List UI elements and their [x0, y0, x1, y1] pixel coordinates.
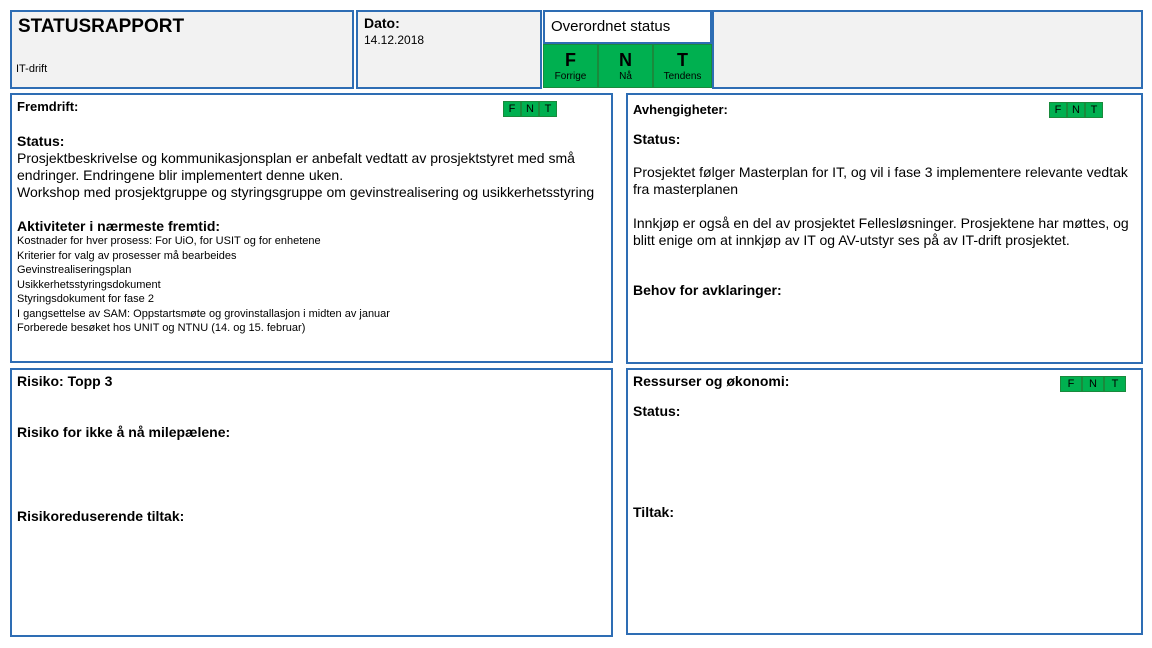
project-name: IT-drift	[16, 63, 48, 75]
date-panel	[356, 10, 542, 89]
risk-panel	[10, 368, 613, 637]
activity-item: Kriterier for valg av prosesser må bearbeides	[17, 249, 237, 262]
overall-status-header	[543, 10, 712, 44]
dependencies-paragraph: Prosjektet følger Masterplan for IT, og vil i fase 3 implementere relevante vedtak fra masterplanen	[633, 164, 1128, 197]
report-title: STATUSRAPPORT	[18, 16, 185, 37]
risk-measures-label: Risikoreduserende tiltak:	[17, 508, 185, 524]
activity-item: Gevinstrealiseringsplan	[17, 264, 132, 276]
status-tile-letter: T	[677, 50, 688, 70]
status-tile-previous	[543, 44, 598, 88]
risk-title: Risiko: Topp 3	[17, 373, 113, 389]
resources-panel	[626, 368, 1143, 635]
dependencies-status-badges	[1049, 102, 1103, 118]
activity-item: Usikkerhetsstyringsdokument	[17, 278, 161, 291]
badge-now: N	[1082, 376, 1104, 392]
badge-trend: T	[539, 101, 557, 117]
status-tile-letter: F	[565, 50, 576, 70]
progress-status-line: Workshop med prosjektgruppe og styringsgruppe om gevinstrealisering og usikkerhetsstyring	[17, 184, 595, 200]
activity-item: Forberede besøket hos UNIT og NTNU (14. og 15. februar)	[17, 322, 306, 334]
badge-now: N	[1067, 102, 1085, 118]
resources-status-label: Status:	[633, 403, 681, 419]
activities-label: Aktiviteter i nærmeste fremtid:	[17, 218, 221, 234]
status-tile-sub: Nå	[619, 71, 632, 82]
status-tile-now	[598, 44, 653, 88]
clarifications-label: Behov for avklaringer:	[633, 282, 782, 298]
badge-previous: F	[1049, 102, 1067, 118]
dependencies-title: Avhengigheter:	[633, 102, 728, 117]
progress-status-line: Prosjektbeskrivelse og kommunikasjonsplan er anbefalt vedtatt av prosjektstyret med små	[17, 150, 575, 166]
badge-trend: T	[1104, 376, 1126, 392]
resources-title: Ressurser og økonomi:	[633, 373, 790, 389]
date-value: 14.12.2018	[364, 33, 425, 47]
badge-trend: T	[1085, 102, 1103, 118]
overall-status-label: Overordnet status	[551, 18, 671, 35]
status-tile-trend	[653, 44, 712, 88]
status-tile-sub: Tendens	[663, 71, 702, 82]
dependencies-paragraph: Innkjøp er også en del av prosjektet Fellesløsninger. Prosjektene har møttes, og blitt enige om at innkjøp av IT og AV-utstyr ses på av IT-drift prosjektet.	[633, 215, 1129, 248]
badge-now: N	[521, 101, 539, 117]
progress-status-label: Status:	[17, 133, 65, 149]
activity-item: Styringsdokument for fase 2	[17, 293, 154, 305]
badge-previous: F	[1060, 376, 1082, 392]
activity-item: I gangsettelse av SAM: Oppstartsmøte og grovinstallasjon i midten av januar	[17, 307, 390, 320]
dependencies-status-label: Status:	[633, 131, 681, 147]
resources-status-badges	[1060, 376, 1126, 392]
activity-item: Kostnader for hver prosess: For UiO, for USIT og for enhetene	[17, 235, 321, 247]
date-label: Dato:	[364, 15, 400, 31]
status-tile-sub: Forrige	[554, 71, 587, 82]
progress-status-badges	[503, 101, 557, 117]
progress-status-line: endringer. Endringene blir implementert denne uken.	[17, 167, 344, 183]
badge-previous: F	[503, 101, 521, 117]
resources-measures-label: Tiltak:	[633, 504, 674, 520]
progress-panel	[10, 93, 613, 363]
header-empty-panel	[712, 10, 1143, 89]
status-tile-letter: N	[619, 50, 632, 70]
dependencies-panel	[626, 93, 1143, 364]
risk-milestones-label: Risiko for ikke å nå milepælene:	[17, 424, 231, 440]
title-panel	[10, 10, 354, 89]
progress-title: Fremdrift:	[17, 99, 79, 114]
